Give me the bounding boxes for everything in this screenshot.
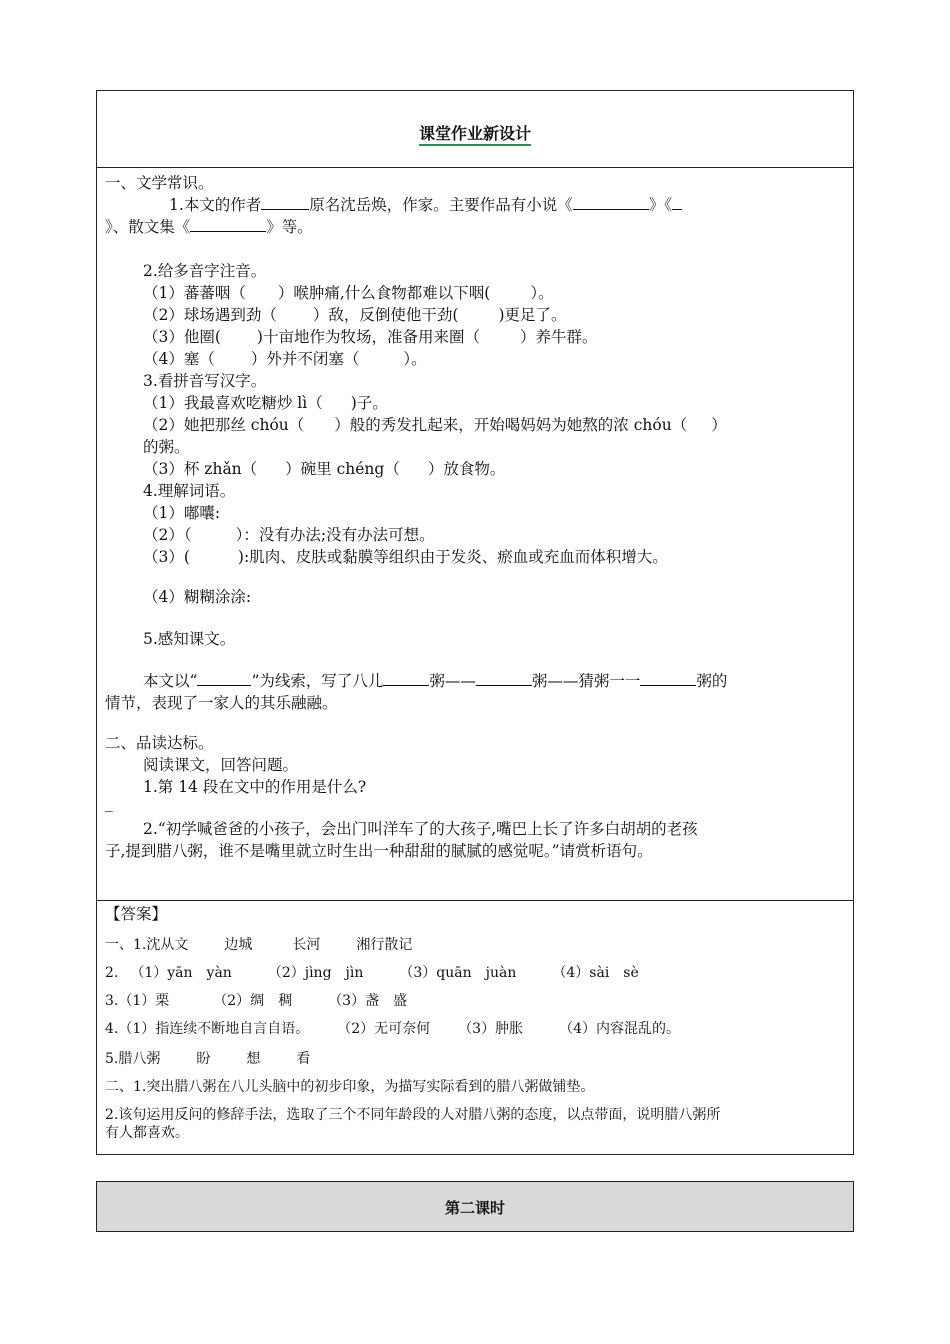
answer-line-8: 有人都喜欢。 bbox=[105, 1125, 189, 1141]
section2-q2-line2: 子,提到腊八粥，谁不是嘴里就立时生出一种甜甜的腻腻的感觉呢。”请赏析语句。 bbox=[105, 842, 653, 860]
q3-heading: 3.看拼音写汉字。 bbox=[143, 372, 267, 390]
q2-item-2: （2）球场遇到劲（ ）敌，反倒使他干劲( )更足了。 bbox=[143, 306, 567, 324]
q2-item-1: （1）蕃蕃咽（ ）喉肿痛,什么食物都难以下咽( ）。 bbox=[143, 284, 554, 302]
answer-section bbox=[97, 900, 853, 1154]
q5-line-2: 情节，表现了一家人的其乐融融。 bbox=[105, 694, 338, 712]
q1-line-2: 》、散文集《 》等。 bbox=[105, 218, 313, 236]
blank[interactable] bbox=[476, 671, 532, 686]
blank[interactable] bbox=[573, 195, 649, 210]
answer-mark: _ bbox=[105, 794, 113, 812]
q3-item-2-cont: 的粥。 bbox=[143, 438, 190, 456]
answer-heading: 【答案】 bbox=[105, 905, 168, 923]
second-lesson-header bbox=[96, 1181, 854, 1232]
q2-heading: 2.给多音字注音。 bbox=[143, 262, 267, 280]
q1-line: 1.本文的作者 原名沈岳焕，作家。主要作品有小说《 》《 bbox=[169, 195, 682, 215]
homework-table bbox=[96, 90, 854, 1155]
q4-item-1: （1）嘟囔: bbox=[143, 504, 221, 522]
q2-item-3: （3）他圈( )十亩地作为牧场，准备用来圈（ ）养牛群。 bbox=[143, 328, 598, 346]
exercise-section bbox=[97, 167, 853, 901]
q3-item-1: （1）我最喜欢吃糖炒 lì（ )子。 bbox=[143, 394, 388, 412]
q4-heading: 4.理解词语。 bbox=[143, 482, 236, 500]
answer-line-3: 3.（1）栗 （2）绸 稠 （3）盏 盛 bbox=[105, 993, 408, 1009]
q5-line-1: 本文以“ ”为线索，写了八儿 粥—— 粥——猜粥一一 粥的 bbox=[143, 672, 728, 690]
blank[interactable] bbox=[261, 195, 309, 210]
blank[interactable] bbox=[383, 671, 429, 686]
blank[interactable] bbox=[640, 671, 696, 686]
page-title: 课堂作业新设计 bbox=[419, 124, 531, 146]
answer-line-2: 2. （1）yān yàn （2）jìng jìn （3）quān juàn （4）sài sè bbox=[105, 965, 639, 981]
section2-intro: 阅读课文，回答问题。 bbox=[143, 756, 299, 774]
blank[interactable] bbox=[672, 195, 682, 210]
q3-item-3: （3）杯 zhǎn（ ）碗里 chéng（ ）放食物。 bbox=[143, 460, 506, 478]
answer-line-1: 一、1.沈从文 边城 长河 湘行散记 bbox=[105, 937, 413, 953]
section2-q1: 1.第 14 段在文中的作用是什么? bbox=[143, 778, 367, 796]
answer-line-6: 二、1.突出腊八粥在八儿头脑中的初步印象，为描写实际看到的腊八粥做铺垫。 bbox=[105, 1079, 595, 1095]
q4-item-4: （4）糊糊涂涂: bbox=[143, 588, 252, 606]
blank[interactable] bbox=[190, 217, 266, 232]
answer-line-7: 2.该句运用反问的修辞手法，选取了三个不同年龄段的人对腊八粥的态度，以点带面，说明腊八粥所 bbox=[105, 1107, 721, 1123]
blank[interactable] bbox=[197, 671, 251, 686]
section2-q2-line1: 2.“初学喊爸爸的小孩子，会出门叫洋车了的大孩子,嘴巴上长了许多白胡胡的老孩 bbox=[143, 820, 698, 838]
q4-item-2: （2）（ ）：没有办法;没有办法可想。 bbox=[143, 526, 435, 544]
second-lesson-title: 第二课时 bbox=[444, 1199, 505, 1217]
section2-heading: 二、品读达标。 bbox=[105, 734, 214, 752]
answer-line-4: 4.（1）指连续不断地自言自语。 （2）无可奈何 （3）肿胀 （4）内容混乱的。 bbox=[105, 1021, 681, 1037]
q3-item-2: （2）她把那丝 chóu（ ）般的秀发扎起来，开始喝妈妈为她熬的浓 chóu（ ） bbox=[143, 416, 727, 434]
q2-item-4: （4）塞（ ）外并不闭塞（ ）。 bbox=[143, 350, 427, 368]
q5-heading: 5.感知课文。 bbox=[143, 630, 236, 648]
q4-item-3: （3）( ):肌肉、皮肤或黏膜等组织由于发炎、瘀血或充血而体积增大。 bbox=[143, 548, 668, 566]
title-row bbox=[97, 91, 853, 168]
section1-heading: 一、文学常识。 bbox=[105, 174, 214, 192]
answer-line-5: 5.腊八粥 盼 想 看 bbox=[105, 1051, 311, 1067]
